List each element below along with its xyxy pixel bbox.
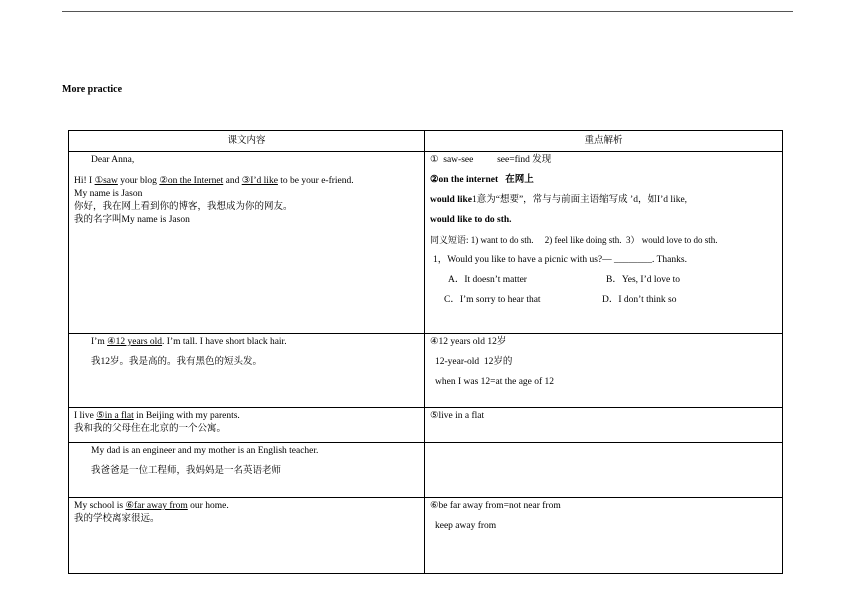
note: would like1意为“想要”，常与与前面主语缩写成 ’d，如I’d like, <box>430 195 688 205</box>
content-cell <box>69 498 425 574</box>
marked-phrase: ①saw <box>94 176 118 186</box>
option-a: A．It doesn’t matter <box>448 275 527 285</box>
note: when I was 12=at the age of 12 <box>435 377 555 387</box>
content-cell <box>69 443 425 498</box>
note: ②on the internet 在网上 <box>430 175 534 185</box>
analysis-cell <box>425 498 783 574</box>
note: 12-year-old 12岁的 <box>435 357 513 367</box>
marked-phrase: ⑥far away from <box>125 501 188 511</box>
table-row <box>69 334 783 408</box>
analysis-cell <box>425 408 783 443</box>
exercise-question: 1，Would you like to have a picnic with us?— ________. Thanks. <box>433 255 687 265</box>
sentence: My dad is an engineer and my mother is an English teacher. <box>91 446 319 456</box>
content-cell <box>69 334 425 408</box>
table-row <box>69 152 783 334</box>
table-header-row <box>69 131 783 152</box>
exercise-options <box>430 294 777 307</box>
column-header-analysis: 重点解析 <box>425 131 783 152</box>
marked-phrase: ②on the Internet <box>159 176 224 186</box>
marked-phrase: ⑤in a flat <box>96 411 134 421</box>
table-row <box>69 408 783 443</box>
sentence: My school is ⑥far away from our home. <box>74 501 229 511</box>
translation: 我12岁。我是高的。我有黑色的短头发。 <box>91 357 263 367</box>
table-row <box>69 498 783 574</box>
marked-phrase: ④12 years old <box>107 337 163 347</box>
greeting: Dear Anna, <box>91 155 135 165</box>
note: ⑥be far away from=not near from <box>430 501 561 511</box>
analysis-cell <box>425 334 783 408</box>
sentence: My name is Jason <box>74 189 143 199</box>
note: ① saw-see see=find 发现 <box>430 155 552 165</box>
analysis-cell <box>425 443 783 498</box>
content-cell <box>69 408 425 443</box>
analysis-cell <box>425 152 783 334</box>
sentence: I’m ④12 years old. I’m tall. I have short black hair. <box>91 337 287 347</box>
sentence: I live ⑤in a flat in Beijing with my parents. <box>74 411 240 421</box>
content-cell <box>69 152 425 334</box>
option-d: D．I don’t think so <box>602 295 677 305</box>
note: ⑤live in a flat <box>430 411 485 421</box>
option-b: B．Yes, I’d love to <box>606 275 680 285</box>
marked-phrase: ③I’d like <box>241 176 278 186</box>
note: 同义短语: 1) want to do sth. 2) feel like doing sth. 3） would love to do sth. <box>430 235 718 245</box>
translation: 你好，我在网上看到你的博客，我想成为你的网友。 <box>74 202 293 212</box>
sentence: Hi! I ①saw your blog ②on the Internet and ③I’d like to be your e-friend. <box>74 176 354 186</box>
top-rule <box>62 11 793 12</box>
lesson-table <box>68 130 783 574</box>
note: keep away from <box>435 521 497 531</box>
note: would like to do sth. <box>430 215 512 225</box>
translation: 我爸爸是一位工程师，我妈妈是一名英语老师 <box>91 466 282 476</box>
translation: 我的学校离家很远。 <box>74 514 160 524</box>
note: ④12 years old 12岁 <box>430 337 507 347</box>
translation: 我和我的父母住在北京的一个公寓。 <box>74 424 227 434</box>
translation: 我的名字叫My name is Jason <box>74 215 190 225</box>
section-heading: More practice <box>62 84 123 95</box>
table-row <box>69 443 783 498</box>
exercise-options <box>430 274 777 287</box>
option-c: C．I’m sorry to hear that <box>444 295 541 305</box>
column-header-content: 课文内容 <box>69 131 425 152</box>
